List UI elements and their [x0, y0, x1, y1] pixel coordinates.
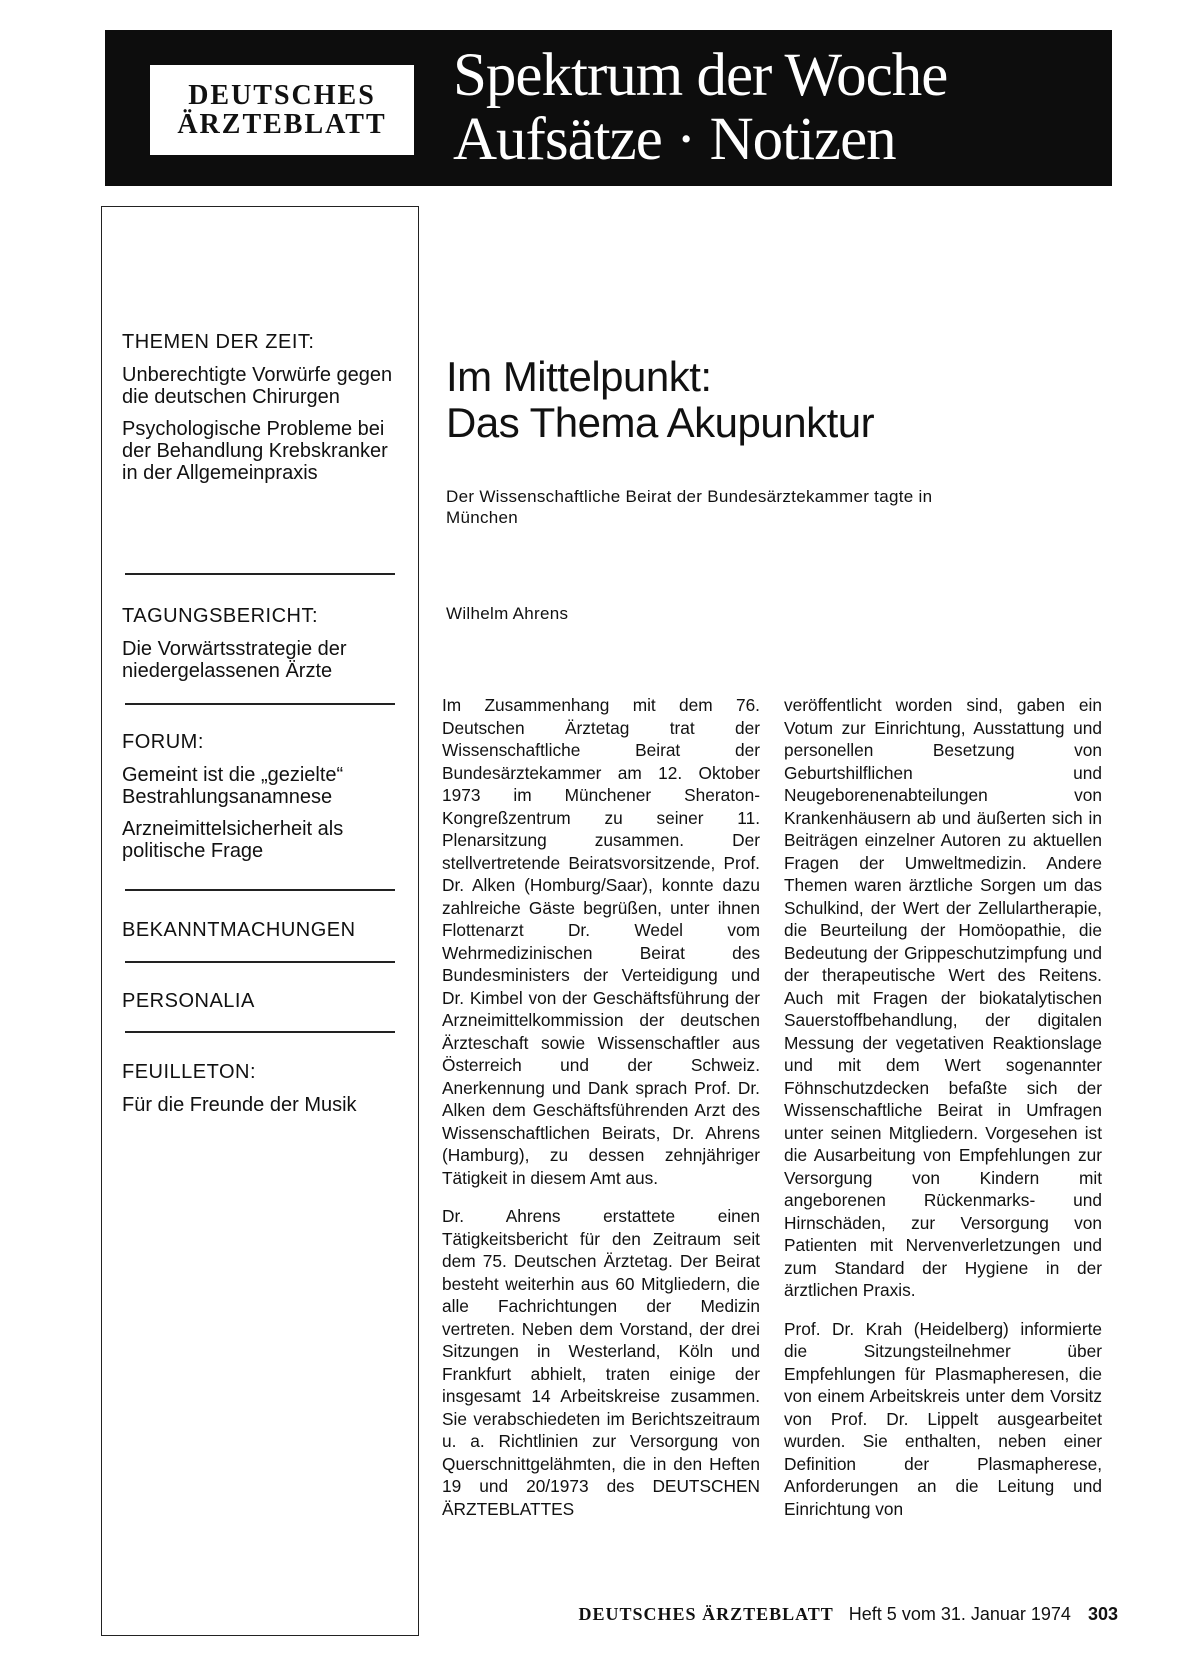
sidebar-divider — [125, 573, 395, 575]
article-title-line-2: Das Thema Akupunktur — [446, 399, 875, 446]
article-title-line-1: Im Mittelpunkt: — [446, 353, 712, 400]
article-subtitle: Der Wissenschaftliche Beirat der Bundesärztekammer tagte in München — [446, 487, 933, 527]
sidebar-section-tagungsbericht — [122, 605, 402, 692]
footer-issue: Heft 5 vom 31. Januar 1974 — [848, 1604, 1071, 1624]
body-paragraph: Im Zusammenhang mit dem 76. Deutschen Ärztetag trat der Wissenschaftliche Beirat der Bundesärztekammer am 12. Oktober 1973 im Münchener Sheraton-Kongreßzentrum zu seiner 11. Plenarsitzung zusammen. Der stellvertretende Beiratsvorsitzende, Prof. Dr. Alken (Homburg/Saar), konnte dazu zahlreiche Gäste begrüßen, unter ihnen Flottenarzt Dr. Wedel vom Wehrmedizinischen Beirat des Bundesministers der Verteidigung und Dr. Kimbel von der Geschäftsführung der Arzneimittelkommission der deutschen Ärzteschaft sowie Wissenschaftler aus Österreich und der Schweiz. Anerkennung und Dank sprach Prof. Dr. Alken dem Geschäftsführenden Arzt des Wissenschaftlichen Beirats, Dr. Ahrens (Hamburg), zu dessen zehnjähriger Tätigkeit in diesem Amt aus. — [442, 695, 760, 1188]
body-paragraph: Prof. Dr. Krah (Heidelberg) informierte die Sitzungsteilnehmer über Empfehlungen für Plasmapheresen, die von einem Arbeitskreis unter dem Vorsitz von Prof. Dr. Lippelt ausgearbeitet wurden. Sie enthalten, neben einer Definition der Plasmapherese, Anforderungen an die Leitung und Einrichtung von — [784, 1318, 1102, 1519]
sidebar-divider — [125, 961, 395, 963]
sidebar-divider — [125, 1031, 395, 1033]
page-number: 303 — [1087, 1604, 1118, 1624]
section-title-line-1: Spektrum der Woche — [453, 42, 948, 109]
sidebar-section-themen — [122, 331, 402, 494]
sidebar-heading: TAGUNGSBERICHT: — [122, 605, 319, 627]
sidebar-heading: PERSONALIA — [122, 990, 255, 1012]
journal-logo — [150, 65, 414, 155]
page-footer — [579, 1604, 1118, 1625]
sidebar-heading: THEMEN DER ZEIT: — [122, 331, 315, 353]
sidebar-section-forum — [122, 731, 402, 872]
article-column-1 — [442, 694, 760, 1536]
author-byline: Wilhelm Ahrens — [446, 604, 569, 623]
sidebar-item: Gemeint ist die „gezielte“ Bestrahlungsanamnese — [122, 764, 344, 808]
contents-sidebar — [101, 206, 419, 1636]
article-title — [446, 354, 874, 446]
logo-line-2: ÄRZTEBLATT — [177, 109, 387, 140]
masthead — [105, 30, 1112, 186]
section-title-line-2: Aufsätze · Notizen — [453, 106, 896, 173]
body-paragraph: veröffentlicht worden sind, gaben ein Votum zur Einrichtung, Ausstattung und personellen Besetzung von Geburtshilflichen und Neugeborenenabteilungen von Krankenhäusern ab und äußerten sich in Beiträgen einzelner Autoren zu aktuellen Fragen der Umweltmedizin. Andere Themen waren ärztliche Sorgen um das Schulkind, der Wert der Zellulartherapie, die Beurteilung der Homöopathie, die Bedeutung der Grippeschutzimpfung und der therapeutische Wert des Reitens. Auch mit Fragen der biokatalytischen Sauerstoffbehandlung, der digitalen Messung der vegetativen Reaktionslage und mit dem Wert sogenannter Föhnschutzdecken befaßte sich der Wissenschaftliche Beirat in Umfragen unter seinen Mitgliedern. Vorgesehen ist die Ausarbeitung von Empfehlungen zur Versorgung von Kindern mit angeborenen Rückenmarks- und Hirnschäden, zur Versorgung von Patienten mit Nervenverletzungen und zum Standard der Hygiene in der ärztlichen Praxis. — [784, 695, 1102, 1300]
footer-brand: DEUTSCHES ÄRZTEBLATT — [578, 1604, 834, 1624]
sidebar-section-feuilleton — [122, 1061, 402, 1126]
sidebar-item: Unberechtigte Vorwürfe gegen die deutschen Chirurgen — [122, 364, 393, 408]
sidebar-item: Psychologische Probleme bei der Behandlung Krebskranker in der Allgemeinpraxis — [122, 418, 388, 484]
sidebar-divider — [125, 889, 395, 891]
section-title — [453, 44, 947, 172]
sidebar-item: Arzneimittelsicherheit als politische Frage — [122, 818, 344, 862]
sidebar-section-personalia — [122, 990, 402, 1023]
sidebar-heading: BEKANNTMACHUNGEN — [122, 919, 356, 941]
sidebar-heading: FEUILLETON: — [122, 1061, 257, 1083]
sidebar-item: Die Vorwärtsstrategie der niedergelassenen Ärzte — [122, 638, 347, 682]
sidebar-item: Für die Freunde der Musik — [122, 1094, 357, 1116]
sidebar-section-bekanntmachungen — [122, 919, 402, 952]
sidebar-divider — [125, 703, 395, 705]
body-paragraph: Dr. Ahrens erstattete einen Tätigkeitsbericht für den Zeitraum seit dem 75. Deutschen Ärztetag. Der Beirat besteht weiterhin aus 60 Mitgliedern, die alle Fachrichtungen der Medizin vertreten. Neben dem Vorstand, der drei Sitzungen in Westerland, Köln und Frankfurt abhielt, traten einige der insgesamt 14 Arbeitskreise zusammen. Sie verabschiedeten im Berichtszeitraum u. a. Richtlinien zur Versorgung von Querschnittgelähmten, die in den Heften 19 und 20/1973 des DEUTSCHEN ÄRZTEBLATTES — [442, 1206, 760, 1519]
logo-line-1: DEUTSCHES — [188, 80, 376, 111]
article-column-2 — [784, 694, 1102, 1536]
sidebar-heading: FORUM: — [122, 731, 204, 753]
